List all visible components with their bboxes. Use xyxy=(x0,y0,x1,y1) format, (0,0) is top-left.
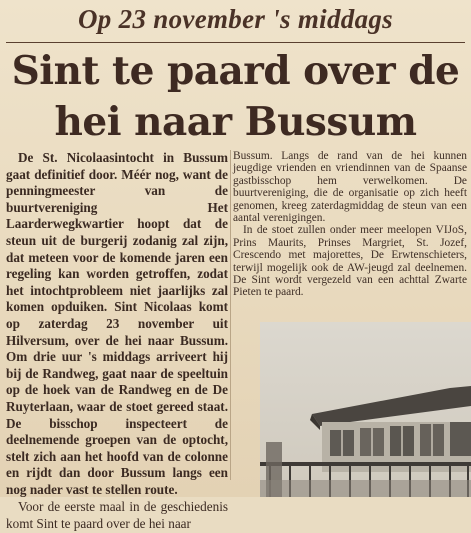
headline-line-2: hei naar Bussum xyxy=(54,99,417,145)
article-kicker: Op 23 november 's middags xyxy=(78,4,393,34)
kicker-rule xyxy=(6,42,465,43)
right-paragraph-2: In de stoet zullen onder meer meelopen VIJoS, Prins Maurits, Prinses Margriet, St. Jozef, Crescendo met majorettes, De Erwtenschieters, terwijl mogelijk ook de AW-jeugd zal deelnemen. De Sint wordt vergezeld van een achttal Zwarte Pieten te paard. xyxy=(233,224,467,299)
building-photo xyxy=(260,322,471,497)
continuation-paragraph: Voor de eerste maal in de geschiedenis komt Sint te paard over de hei naar xyxy=(6,499,228,532)
article-headline xyxy=(0,46,471,148)
column-divider xyxy=(230,150,231,480)
headline-line-1: Sint te paard over de xyxy=(11,48,460,94)
right-column xyxy=(233,150,467,299)
lead-paragraph: De St. Nicolaasintocht in Bussum gaat definitief door. Méér nog, want de penningmeester van de buurtvereniging Het Laarderwegkwartier hoopt dat de steun uit de burgerij zodanig zal zijn, dat meteen voor de komende jaren een regeling kan worden getroffen, zodat het intochtprobleem niet jaarlijks zal komen opduiken. Sint Nicolaas komt op zaterdag 23 november uit Hilversum, over de hei naar Bussum. Om drie uur 's middags arriveert hij bij de Randweg, gaat naar de speeltuin op de hoek van de Randweg en de De Ruyterlaan, waar de stoet gereed staat. De bisschop inspecteert de deelnemende groepen van de optocht, stelt zich aan het hoofd van de colonne en rijdt dan door Bussum langs een nog nader vast te stellen route. xyxy=(6,150,228,497)
left-column xyxy=(6,150,228,533)
right-paragraph-1: Bussum. Langs de rand van de hei kunnen jeugdige vrienden en vriendinnen van de Spaanse gastbisschop hem verwelkomen. De buurtvereniging, die de organisatie op zich heeft genomen, kreeg zaterdagmiddag de steun van een aantal verenigingen. xyxy=(233,150,467,225)
building-illustration xyxy=(260,322,471,497)
